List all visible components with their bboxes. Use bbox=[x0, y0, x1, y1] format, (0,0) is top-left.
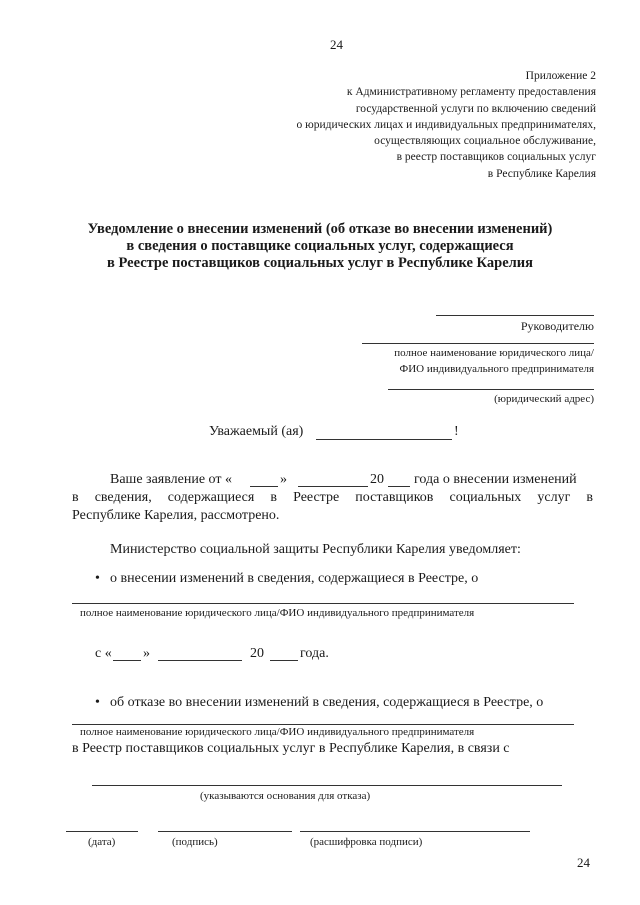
option1-year: 20 bbox=[250, 646, 264, 661]
para1-quote-close: » bbox=[280, 472, 287, 487]
bullet-1: • bbox=[95, 571, 100, 586]
para1-month-line bbox=[298, 486, 368, 487]
option1-date-prefix: с « bbox=[95, 646, 112, 661]
option2-line2: в Реестр поставщиков социальных услуг в Республике Карелия, в связи с bbox=[72, 741, 510, 756]
appendix-line: о юридических лицах и индивидуальных предпринимателях, bbox=[296, 118, 596, 131]
date-line bbox=[66, 831, 138, 832]
page-number-bottom: 24 bbox=[577, 855, 590, 870]
para1-prefix: Ваше заявление от « bbox=[110, 472, 232, 487]
para1-year-line bbox=[388, 486, 410, 487]
head-label: Руководителю bbox=[520, 319, 594, 333]
para1-line3: Республике Карелия, рассмотрено. bbox=[72, 508, 280, 523]
appendix-line: в реестр поставщиков социальных услуг bbox=[396, 151, 596, 164]
title-line: в Реестре поставщиков социальных услуг в Республике Карелия bbox=[107, 255, 533, 271]
reason-line bbox=[92, 785, 562, 786]
decode-label: (расшифровка подписи) bbox=[310, 836, 423, 848]
option2-text: об отказе во внесении изменений в сведения, содержащиеся в Реестре, о bbox=[110, 695, 544, 710]
entity-name-line bbox=[362, 343, 594, 344]
option1-date-mid: » bbox=[143, 646, 150, 661]
appendix-line: государственной услуги по включению сведений bbox=[355, 102, 596, 115]
reason-caption: (указываются основания для отказа) bbox=[200, 790, 371, 802]
para1-tail: года о внесении изменений bbox=[414, 472, 577, 487]
bullet-2: • bbox=[95, 695, 100, 710]
title-line: Уведомление о внесении изменений (об отказе во внесении изменений) bbox=[87, 221, 553, 237]
option1-month-line bbox=[158, 660, 242, 661]
entity-label-1: полное наименование юридического лица/ bbox=[394, 347, 594, 359]
option2-entity-line bbox=[72, 724, 574, 725]
para1-year-prefix: 20 bbox=[370, 472, 384, 487]
option1-entity-line bbox=[72, 603, 574, 604]
option2-caption: полное наименование юридического лица/ФИО индивидуального предпринимателя bbox=[80, 726, 475, 738]
decode-line bbox=[300, 831, 530, 832]
option1-year-suffix: года. bbox=[300, 646, 329, 661]
salutation-prefix: Уважаемый (ая) bbox=[209, 424, 304, 439]
signature-label: (подпись) bbox=[172, 836, 218, 848]
address-label: (юридический адрес) bbox=[494, 393, 594, 405]
date-label: (дата) bbox=[88, 836, 116, 848]
option1-text: о внесении изменений в сведения, содержащиеся в Реестре, о bbox=[110, 571, 479, 586]
salutation-suffix: ! bbox=[454, 424, 459, 439]
option1-year-line bbox=[270, 660, 298, 661]
appendix-line: в Республике Карелия bbox=[487, 167, 596, 180]
signature-line bbox=[158, 831, 292, 832]
appendix-line: Приложение 2 bbox=[525, 70, 596, 82]
document-title bbox=[0, 221, 640, 272]
title-line: в сведения о поставщике социальных услуг, содержащиеся bbox=[126, 238, 514, 254]
address-line bbox=[388, 389, 594, 390]
salutation-name-line bbox=[316, 439, 452, 440]
head-name-line bbox=[436, 315, 594, 316]
appendix-line: осуществляющих социальное обслуживание, bbox=[374, 135, 596, 148]
option1-caption: полное наименование юридического лица/ФИО индивидуального предпринимателя bbox=[80, 607, 475, 619]
option1-day-line bbox=[113, 660, 141, 661]
para1-line2: в сведения, содержащиеся в Реестре поставщиков социальных услуг в bbox=[72, 490, 593, 505]
para1-day-line bbox=[250, 486, 278, 487]
appendix-line: к Административному регламенту предоставления bbox=[346, 86, 596, 99]
entity-label-2: ФИО индивидуального предпринимателя bbox=[399, 363, 594, 375]
appendix-header bbox=[297, 68, 596, 182]
para2: Министерство социальной защиты Республики Карелия уведомляет: bbox=[110, 542, 521, 557]
page-number-top: 24 bbox=[330, 37, 343, 52]
